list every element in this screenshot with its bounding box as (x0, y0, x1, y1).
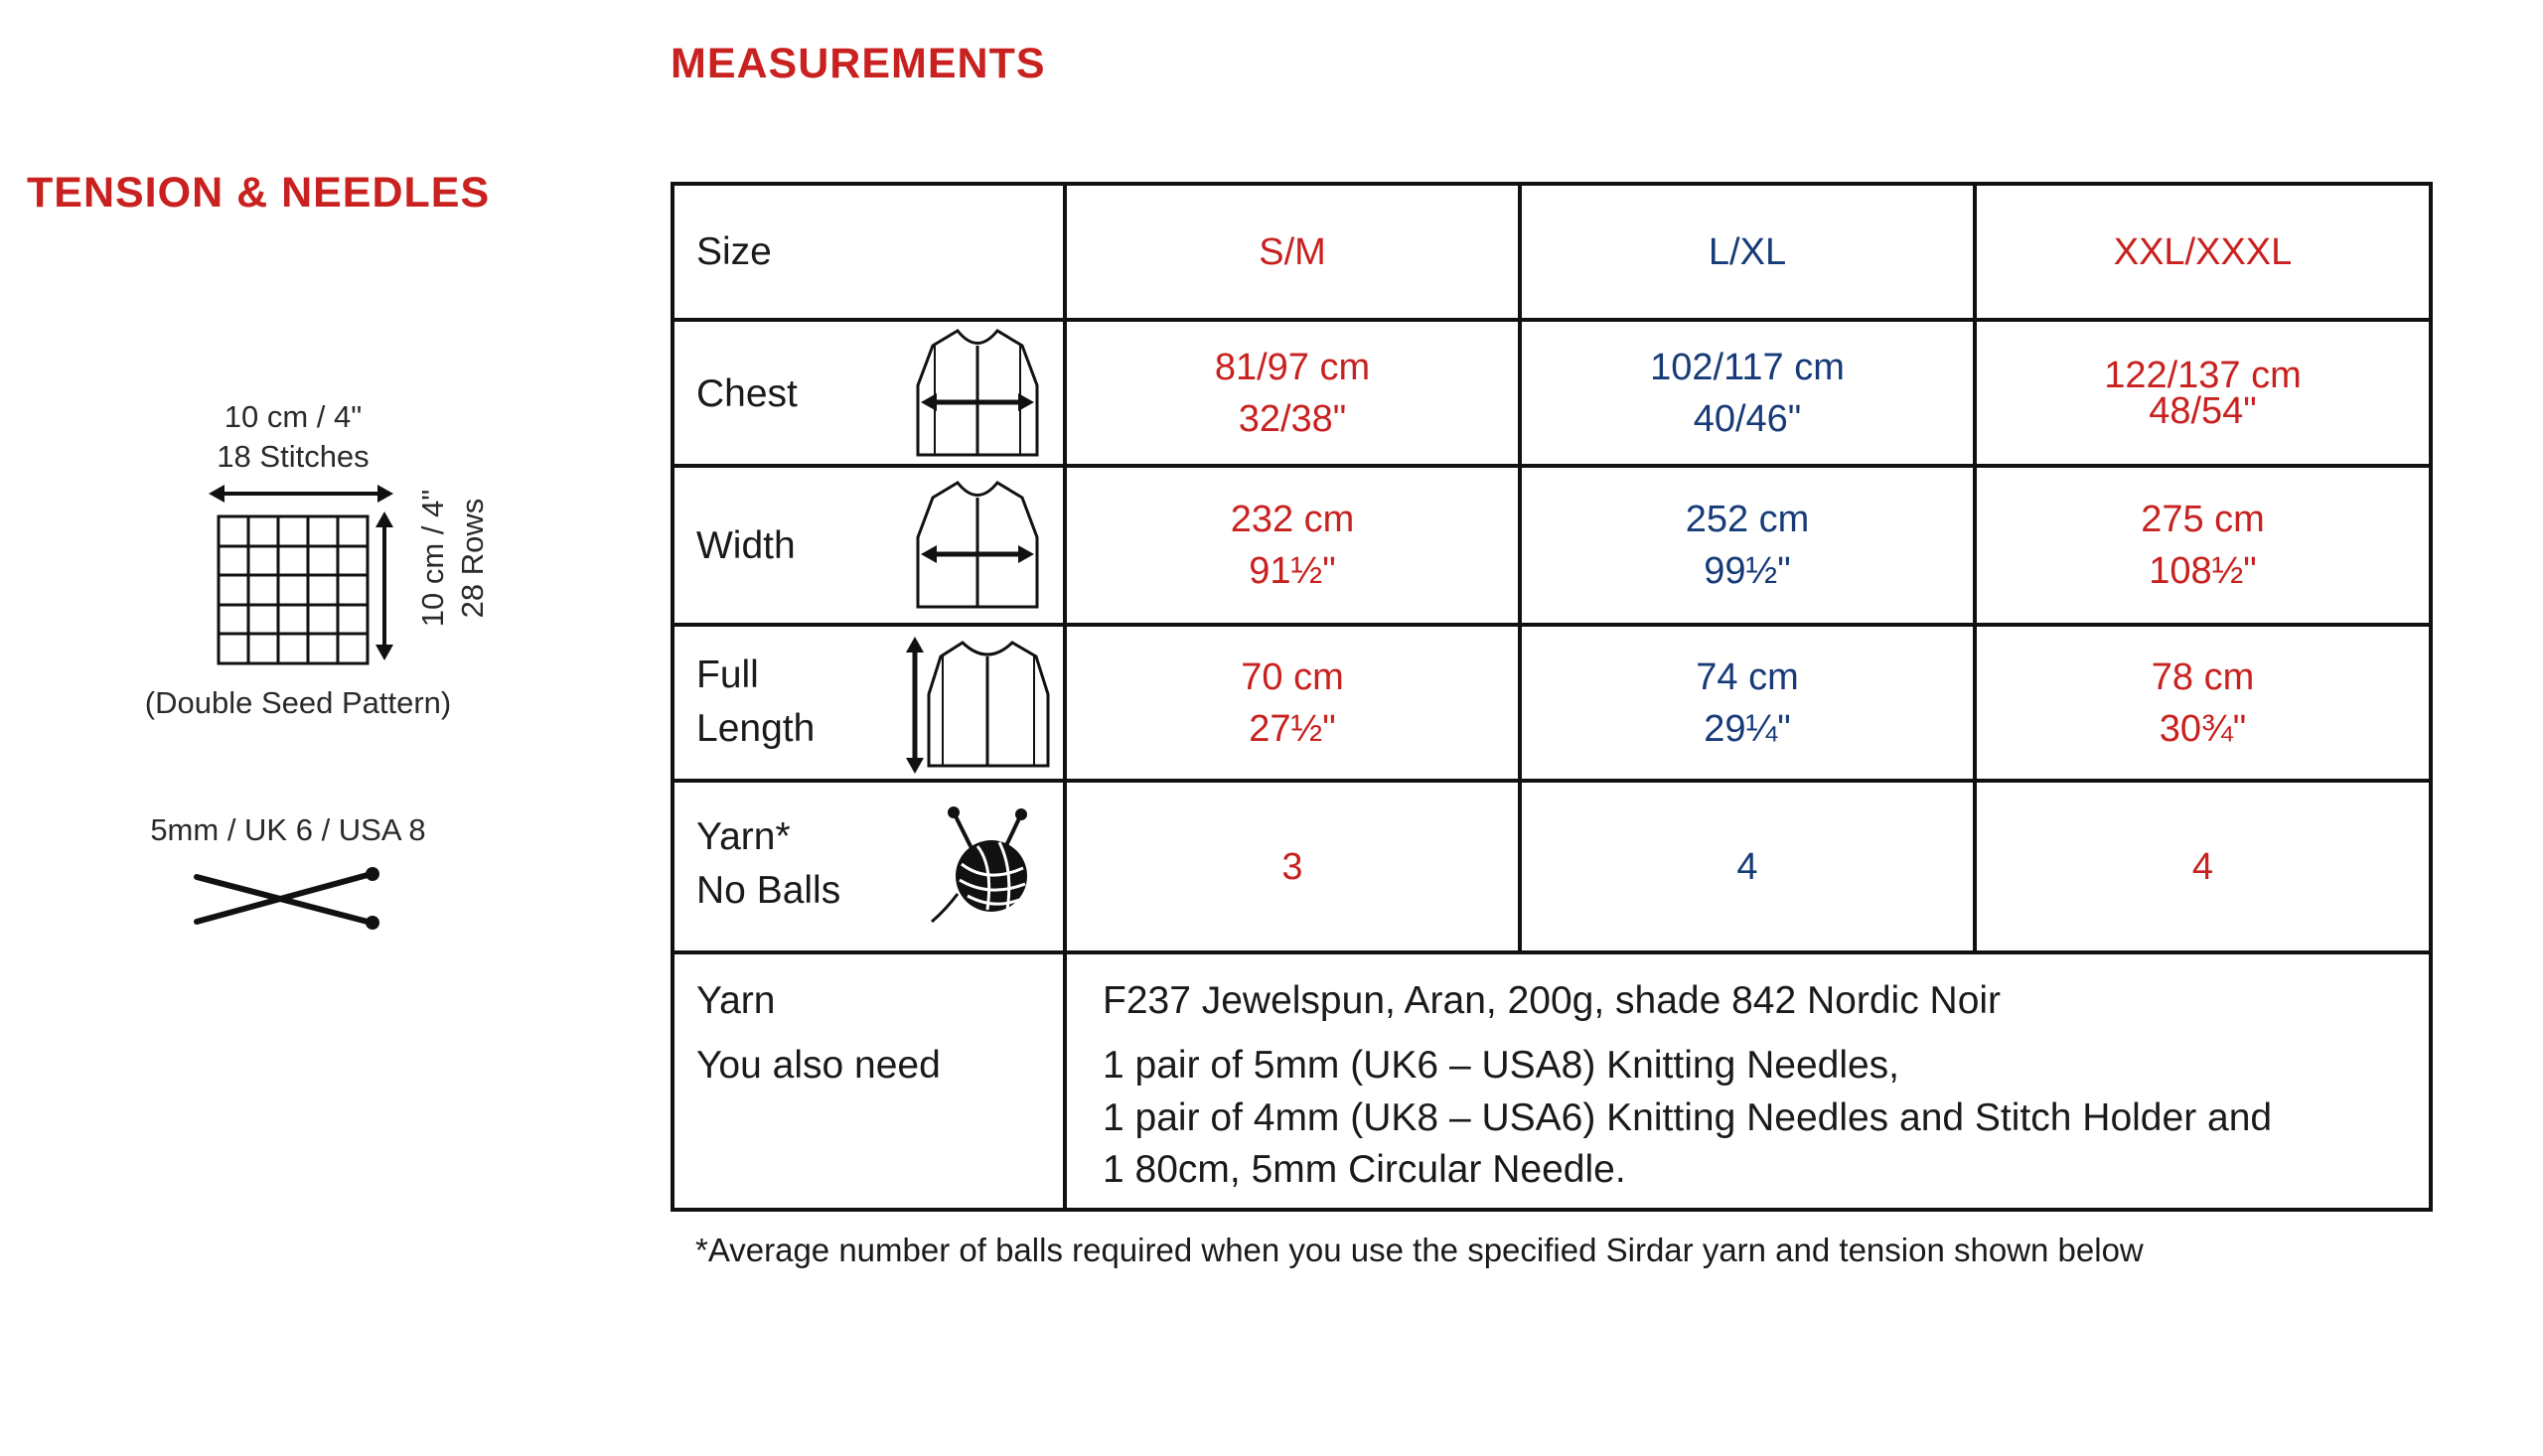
yarn-info-label-cell (673, 952, 1065, 1210)
also-need-line-3: 1 80cm, 5mm Circular Needle. (1103, 1148, 1626, 1191)
length-xxl-in: 30¾" (2159, 707, 2247, 750)
balls-sm: 3 (1065, 781, 1520, 952)
length-xxl (1975, 625, 2431, 781)
also-need-line-2: 1 pair of 4mm (UK8 – USA6) Knitting Needles and Stitch Holder and (1103, 1096, 2273, 1139)
table-row-yarn-info (673, 952, 2431, 1210)
table-row-width (673, 466, 2431, 625)
measurements-table (671, 182, 2433, 1212)
chest-sm-in: 32/38" (1238, 397, 1347, 440)
table-row-chest (673, 320, 2431, 466)
width-xxl (1975, 466, 2431, 625)
length-sm (1065, 625, 1520, 781)
size-lxl: L/XL (1520, 184, 1975, 320)
width-sm (1065, 466, 1520, 625)
tension-rows: 28 Rows (455, 498, 490, 619)
footnote: *Average number of balls required when you use the specified Sirdar yarn and tension shown below (695, 1232, 2144, 1268)
chest-sm (1065, 320, 1520, 466)
balls-xxl: 4 (1975, 781, 2431, 952)
yarn-label: Yarn (696, 979, 776, 1022)
size-label-cell (673, 184, 1065, 320)
width-label: Width (696, 524, 796, 567)
size-sm: S/M (1065, 184, 1520, 320)
yarn-balls-label-line2: No Balls (696, 869, 841, 912)
chest-label: Chest (696, 372, 798, 415)
yarn-balls-label-line1: Yarn* (696, 815, 791, 858)
length-lxl (1520, 625, 1975, 781)
tension-stitches: 18 Stitches (217, 439, 370, 474)
balls-lxl: 4 (1520, 781, 1975, 952)
width-lxl-in: 99½" (1704, 550, 1791, 592)
width-sm-in: 91½" (1249, 550, 1336, 592)
chest-xxl-cm: 122/137 cm (2104, 354, 2302, 396)
length-sm-cm: 70 cm (1241, 655, 1344, 698)
yarn-ball-icon (928, 806, 1047, 926)
width-label-cell (673, 466, 1065, 625)
also-need-line-1: 1 pair of 5mm (UK6 – USA8) Knitting Needles, (1103, 1044, 1900, 1087)
length-label-line2: Length (696, 707, 816, 750)
crossed-needles-icon (191, 862, 385, 932)
width-lxl (1520, 466, 1975, 625)
yarn-value: F237 Jewelspun, Aran, 200g, shade 842 Nordic Noir (1103, 979, 2002, 1022)
chest-lxl-cm: 102/117 cm (1650, 346, 1845, 388)
width-lxl-cm: 252 cm (1685, 499, 1810, 540)
length-sm-in: 27½" (1249, 707, 1336, 750)
table-row-length (673, 625, 2431, 781)
chest-lxl-in: 40/46" (1693, 397, 1802, 440)
length-label-line1: Full (696, 654, 759, 696)
width-xxl-cm: 275 cm (2141, 499, 2265, 540)
yarn-info-value-cell (1065, 952, 2431, 1210)
tension-needles-heading: TENSION & NEEDLES (27, 169, 491, 217)
width-sm-cm: 232 cm (1230, 499, 1355, 540)
chest-lxl (1520, 320, 1975, 466)
tension-pattern: (Double Seed Pattern) (144, 685, 452, 720)
chest-sm-cm: 81/97 cm (1214, 346, 1371, 388)
measurements-heading: MEASUREMENTS (671, 40, 1046, 87)
tension-width-measure: 10 cm / 4" (224, 399, 363, 434)
yarn-balls-label-cell (673, 781, 1065, 952)
also-need-label: You also need (696, 1044, 941, 1087)
length-lxl-cm: 74 cm (1696, 655, 1799, 698)
table-row-size (673, 184, 2431, 320)
needle-size: 5mm / UK 6 / USA 8 (150, 812, 426, 847)
length-label-cell (673, 625, 1065, 781)
tension-height-measure: 10 cm / 4" (415, 489, 450, 628)
cardigan-length-icon (903, 635, 1062, 776)
length-xxl-cm: 78 cm (2151, 655, 2255, 698)
chest-xxl (1975, 320, 2431, 466)
width-xxl-in: 108½" (2149, 550, 2257, 592)
chest-label-cell (673, 320, 1065, 466)
length-lxl-in: 29¼" (1704, 707, 1791, 750)
cardigan-chest-icon (913, 326, 1052, 465)
size-xxl-xxxl: XXL/XXXL (1975, 184, 2431, 320)
chest-xxl-in: 48/54" (2149, 389, 2257, 432)
tension-vertical-arrow-icon (370, 511, 399, 660)
cardigan-width-icon (913, 478, 1052, 617)
table-row-yarn-balls (673, 781, 2431, 952)
size-label: Size (696, 230, 772, 273)
